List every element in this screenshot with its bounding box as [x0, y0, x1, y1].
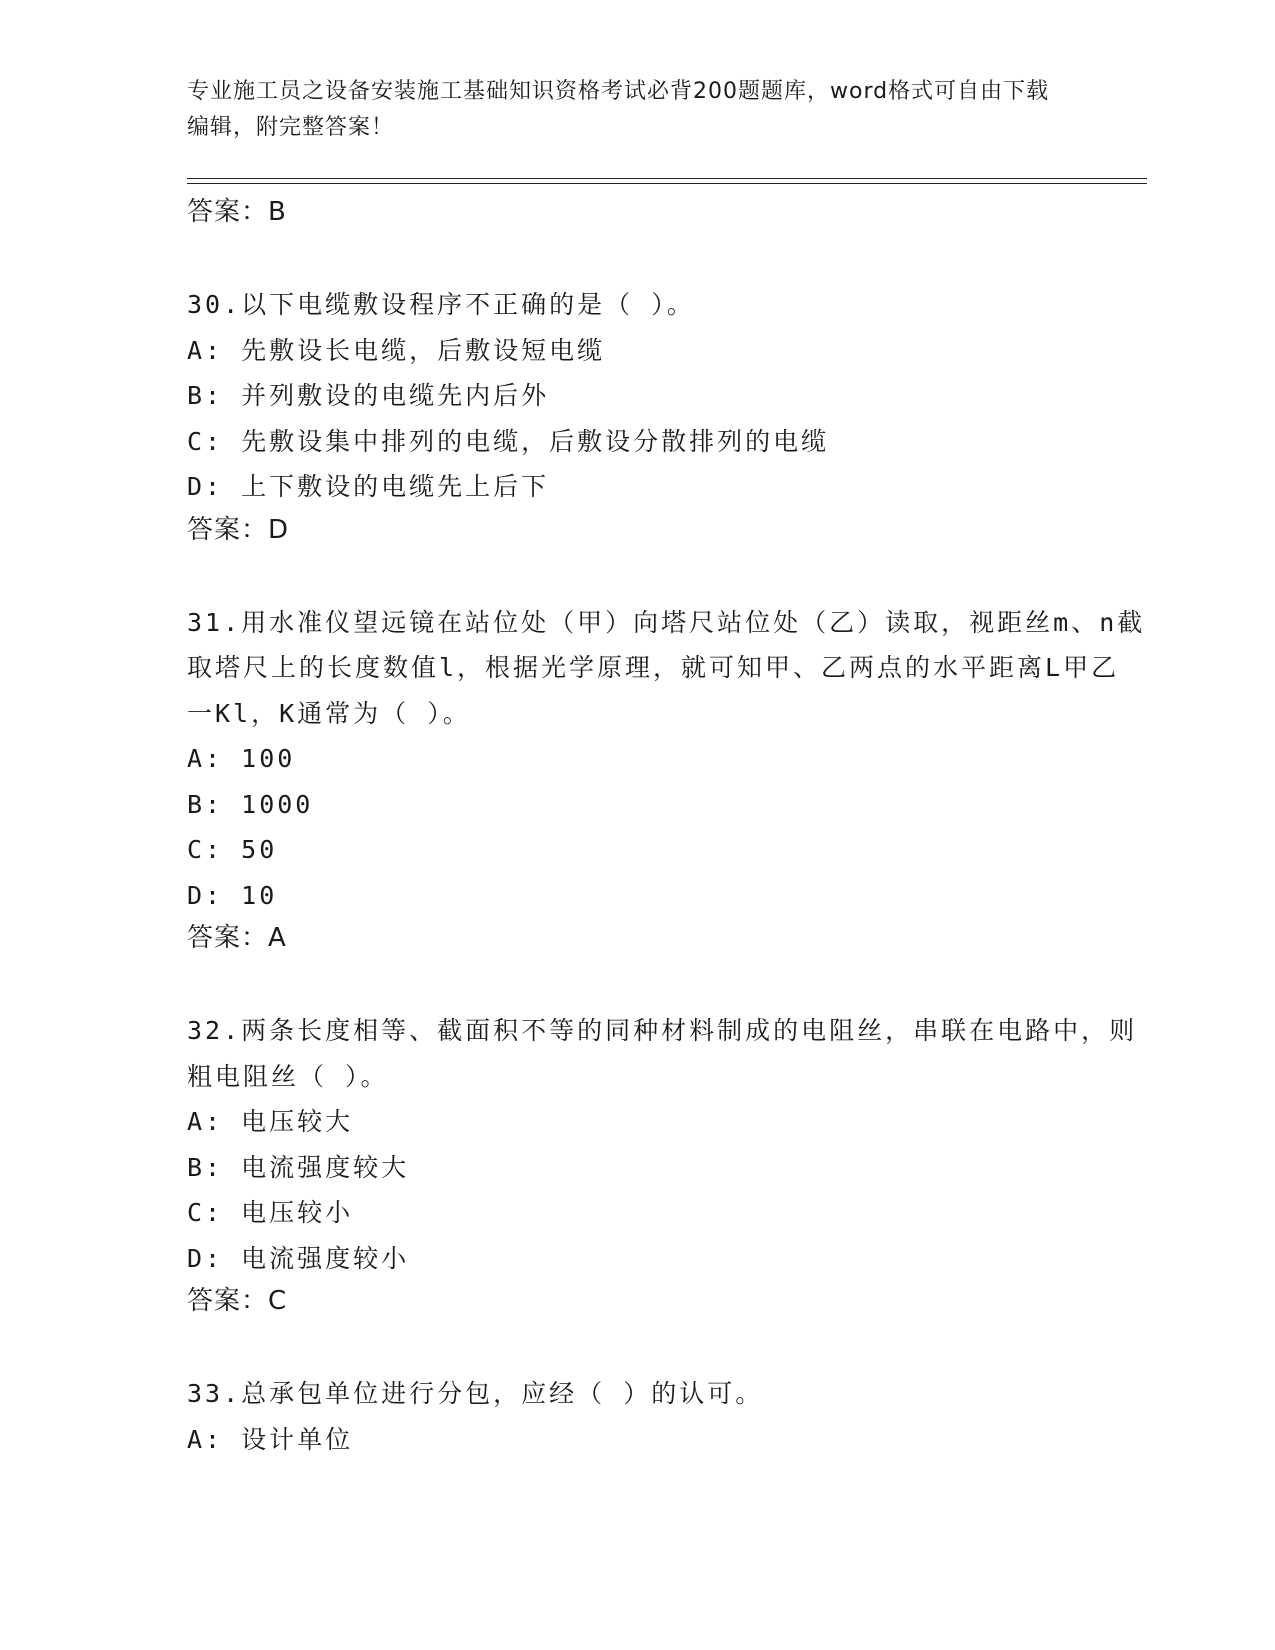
option-d: D: 电流强度较小 [187, 1243, 410, 1273]
option-c: C: 50 [187, 835, 278, 864]
option-d: D: 10 [187, 880, 278, 910]
question-block [187, 282, 1147, 556]
answer-line: 答案：B [187, 197, 287, 227]
answer-line: 答案：A [187, 923, 287, 953]
option-b: B: 并列敷设的电缆先内后外 [187, 381, 550, 410]
question-stem: 31.用水准仪望远镜在站位处（甲）向塔尺站位处（乙）读取，视距丝m、n截取塔尺上的长度数值l，根据光学原理，就可知甲、乙两点的水平距离L甲乙一Kl，K通常为（ ）。 [187, 607, 1146, 728]
option-b: B: 1000 [187, 789, 314, 819]
option-c: C: 电压较小 [187, 1198, 354, 1227]
option-c: C: 先敷设集中排列的电缆，后敷设分散排列的电缆 [187, 426, 830, 456]
question-block [187, 600, 1147, 965]
spacer [187, 556, 1147, 600]
answer-line: 答案：D [187, 514, 290, 545]
answer-line: 答案：C [187, 1286, 288, 1316]
question-block [187, 1008, 1147, 1327]
document-body [187, 192, 1147, 1462]
option-b: B: 电流强度较大 [187, 1152, 410, 1182]
spacer [187, 1327, 1147, 1371]
option-a: A: 电压较大 [187, 1107, 354, 1136]
question-stem: 32.两条长度相等、截面积不等的同种材料制成的电阻丝，串联在电路中，则粗电阻丝（ ）。 [187, 1016, 1138, 1091]
spacer [187, 238, 1147, 282]
spacer [187, 964, 1147, 1008]
document-header: 专业施工员之设备安装施工基础知识资格考试必背200题题库，word格式可自由下载编辑，附完整答案！ [187, 79, 1050, 140]
header-divider [187, 178, 1147, 184]
option-a: A: 先敷设长电缆，后敷设短电缆 [187, 335, 606, 365]
question-stem: 30.以下电缆敷设程序不正确的是（ ）。 [187, 290, 695, 319]
question-stem: 33.总承包单位进行分包，应经（ ）的认可。 [187, 1379, 764, 1408]
question-block [187, 1371, 1147, 1462]
option-d: D: 上下敷设的电缆先上后下 [187, 472, 550, 501]
option-a: A: 100 [187, 744, 296, 773]
option-a: A: 设计单位 [187, 1424, 354, 1454]
